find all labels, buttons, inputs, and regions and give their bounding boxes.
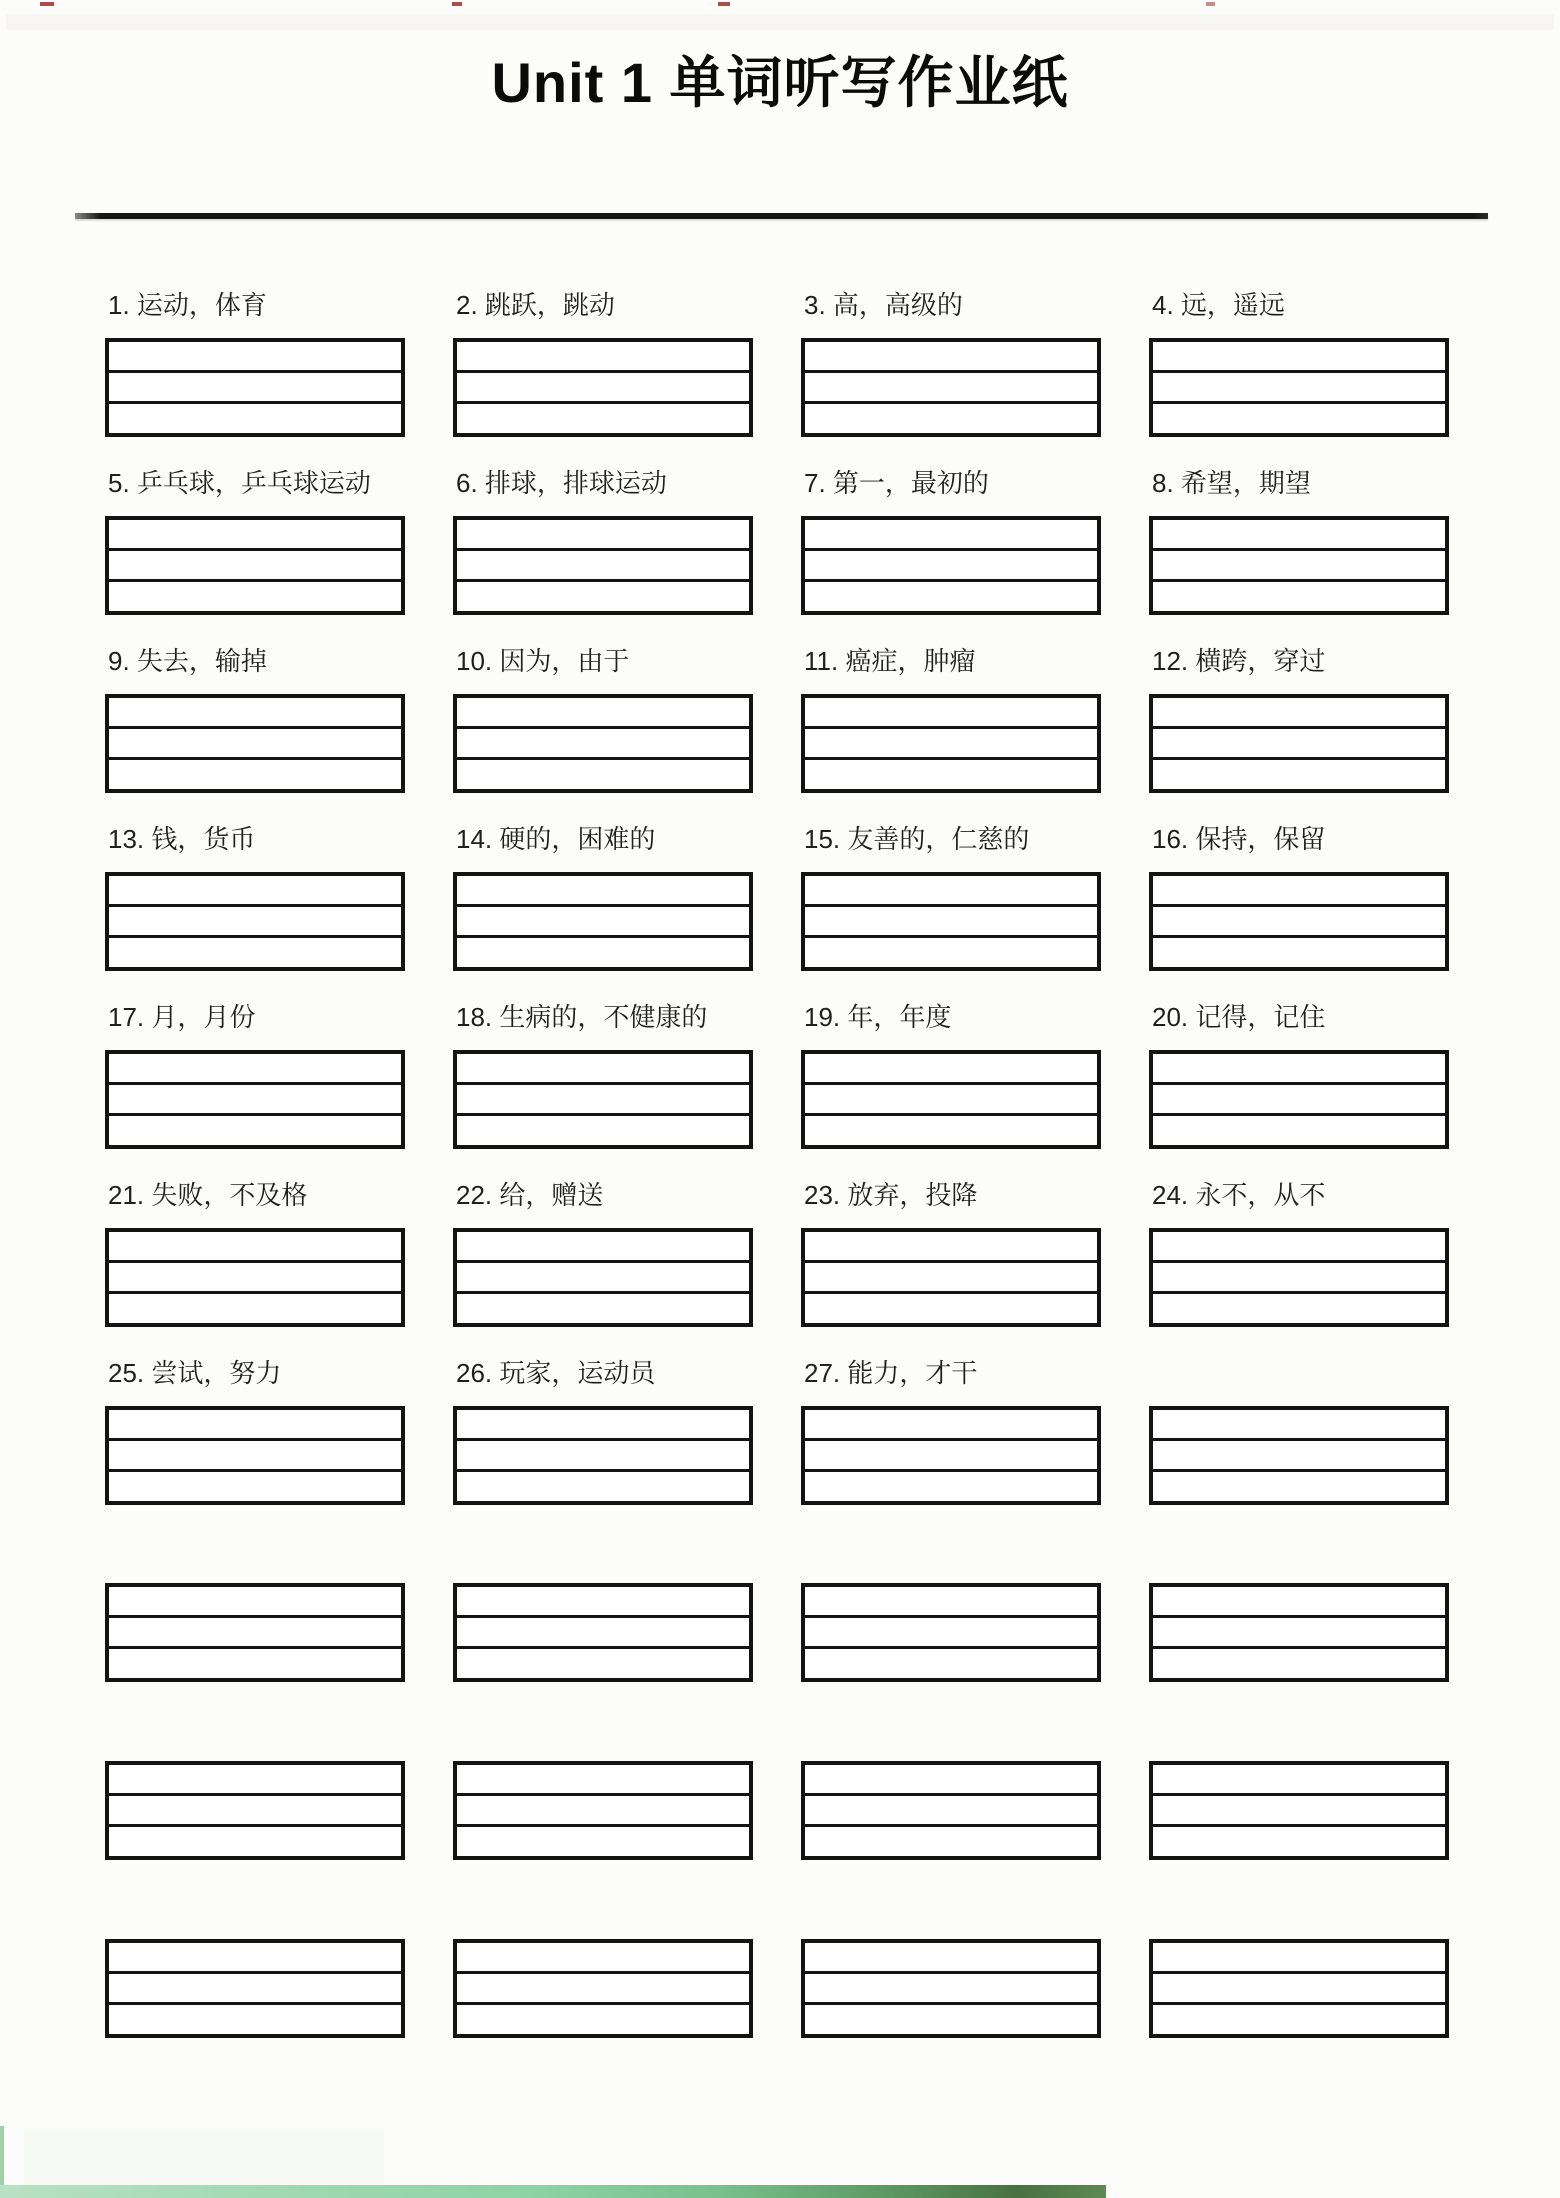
vocab-item [105, 1359, 405, 1505]
vocab-item [1149, 1181, 1449, 1327]
writing-grid [453, 338, 753, 437]
vocab-item-unlabeled [1149, 1359, 1449, 1505]
writing-grid [1149, 1583, 1449, 1682]
item-label: 17. 月，月份 [108, 1001, 256, 1032]
vocab-item [105, 825, 405, 971]
item-label: 8. 希望，期望 [1152, 467, 1311, 498]
writing-grid [1149, 694, 1449, 793]
item-label: 9. 失去，输掉 [108, 645, 267, 676]
vocab-item [453, 647, 753, 793]
item-label: 3. 高，高级的 [804, 289, 963, 320]
item-label: 24. 永不，从不 [1152, 1179, 1326, 1210]
item-label: 18. 生病的，不健康的 [456, 1001, 708, 1032]
scan-artifact-red-mark [40, 2, 54, 6]
writing-grid [453, 1406, 753, 1505]
title-divider-rule [75, 213, 1488, 219]
writing-grid [1149, 1050, 1449, 1149]
writing-grid [105, 338, 405, 437]
writing-grid [1149, 1406, 1449, 1505]
extra-writing-grids [105, 1583, 1560, 2038]
writing-grid [453, 1939, 753, 2038]
writing-grid [1149, 516, 1449, 615]
item-label: 14. 硬的，困难的 [456, 823, 656, 854]
item-label: 25. 尝试，努力 [108, 1357, 282, 1388]
item-label: 10. 因为，由于 [456, 645, 630, 676]
writing-grid [105, 1761, 405, 1860]
vocab-item [801, 1181, 1101, 1327]
item-label: 19. 年，年度 [804, 1001, 952, 1032]
writing-grid [801, 1583, 1101, 1682]
writing-grid [1149, 1939, 1449, 2038]
vocab-item [453, 291, 753, 437]
vocab-item [453, 1181, 753, 1327]
vocab-item [801, 291, 1101, 437]
scan-artifact-band [6, 14, 1554, 30]
item-label: 13. 钱，货币 [108, 823, 256, 854]
vocab-item [453, 469, 753, 615]
item-label: 22. 给，赠送 [456, 1179, 604, 1210]
writing-grid [453, 872, 753, 971]
vocab-item [1149, 1003, 1449, 1149]
item-label: 4. 远，遥远 [1152, 289, 1285, 320]
vocab-grid [105, 291, 1560, 1505]
writing-grid [453, 516, 753, 615]
writing-grid [1149, 338, 1449, 437]
item-label: 16. 保持，保留 [1152, 823, 1326, 854]
writing-grid [801, 1228, 1101, 1327]
vocab-item [1149, 291, 1449, 437]
vocab-item [453, 825, 753, 971]
item-label: 12. 横跨，穿过 [1152, 645, 1326, 676]
item-label: 21. 失败，不及格 [108, 1179, 308, 1210]
scan-artifact-red-mark [718, 2, 730, 6]
item-label: 6. 排球，排球运动 [456, 467, 667, 498]
writing-grid [801, 338, 1101, 437]
writing-grid [105, 694, 405, 793]
writing-grid [1149, 1228, 1449, 1327]
writing-grid [105, 1050, 405, 1149]
vocab-item [801, 1359, 1101, 1505]
vocab-item [453, 1003, 753, 1149]
writing-grid [453, 1761, 753, 1860]
writing-grid [801, 1939, 1101, 2038]
writing-grid [801, 694, 1101, 793]
vocab-item [1149, 825, 1449, 971]
vocab-item [105, 647, 405, 793]
vocab-item [105, 1003, 405, 1149]
item-label: 20. 记得，记住 [1152, 1001, 1326, 1032]
writing-grid [105, 516, 405, 615]
vocab-item [105, 1181, 405, 1327]
writing-grid [105, 872, 405, 971]
writing-grid [453, 1050, 753, 1149]
writing-grid [105, 1939, 405, 2038]
scan-artifact-red-mark [452, 2, 462, 6]
writing-grid [801, 1761, 1101, 1860]
vocab-item [105, 291, 405, 437]
vocab-item [453, 1359, 753, 1505]
writing-grid [453, 1583, 753, 1682]
vocab-item [801, 825, 1101, 971]
writing-grid [1149, 1761, 1449, 1860]
vocab-item [105, 469, 405, 615]
background-photo-pale-area [24, 2130, 384, 2188]
writing-grid [453, 694, 753, 793]
item-label: 27. 能力，才干 [804, 1357, 978, 1388]
writing-grid [801, 1406, 1101, 1505]
writing-grid [801, 1050, 1101, 1149]
item-label: 1. 运动，体育 [108, 289, 267, 320]
background-photo-bottom-strip [0, 2185, 1106, 2198]
vocab-item [801, 1003, 1101, 1149]
item-label: 5. 乒乓球，乒乓球运动 [108, 467, 371, 498]
writing-grid [453, 1228, 753, 1327]
vocab-item [801, 647, 1101, 793]
item-label: 26. 玩家，运动员 [456, 1357, 656, 1388]
page-title: Unit 1 单词听写作业纸 [491, 51, 1069, 114]
vocab-item [1149, 469, 1449, 615]
writing-grid [105, 1406, 405, 1505]
item-label: 2. 跳跃，跳动 [456, 289, 615, 320]
item-label: 7. 第一，最初的 [804, 467, 989, 498]
item-label: 23. 放弃，投降 [804, 1179, 978, 1210]
item-label-empty [1149, 1359, 1449, 1387]
item-label: 15. 友善的，仁慈的 [804, 823, 1030, 854]
scan-artifact-red-mark [1206, 2, 1215, 6]
writing-grid [801, 872, 1101, 971]
item-label: 11. 癌症，肿瘤 [804, 645, 976, 676]
writing-grid [801, 516, 1101, 615]
writing-grid [1149, 872, 1449, 971]
writing-grid [105, 1228, 405, 1327]
vocab-item [1149, 647, 1449, 793]
vocab-item [801, 469, 1101, 615]
writing-grid [105, 1583, 405, 1682]
